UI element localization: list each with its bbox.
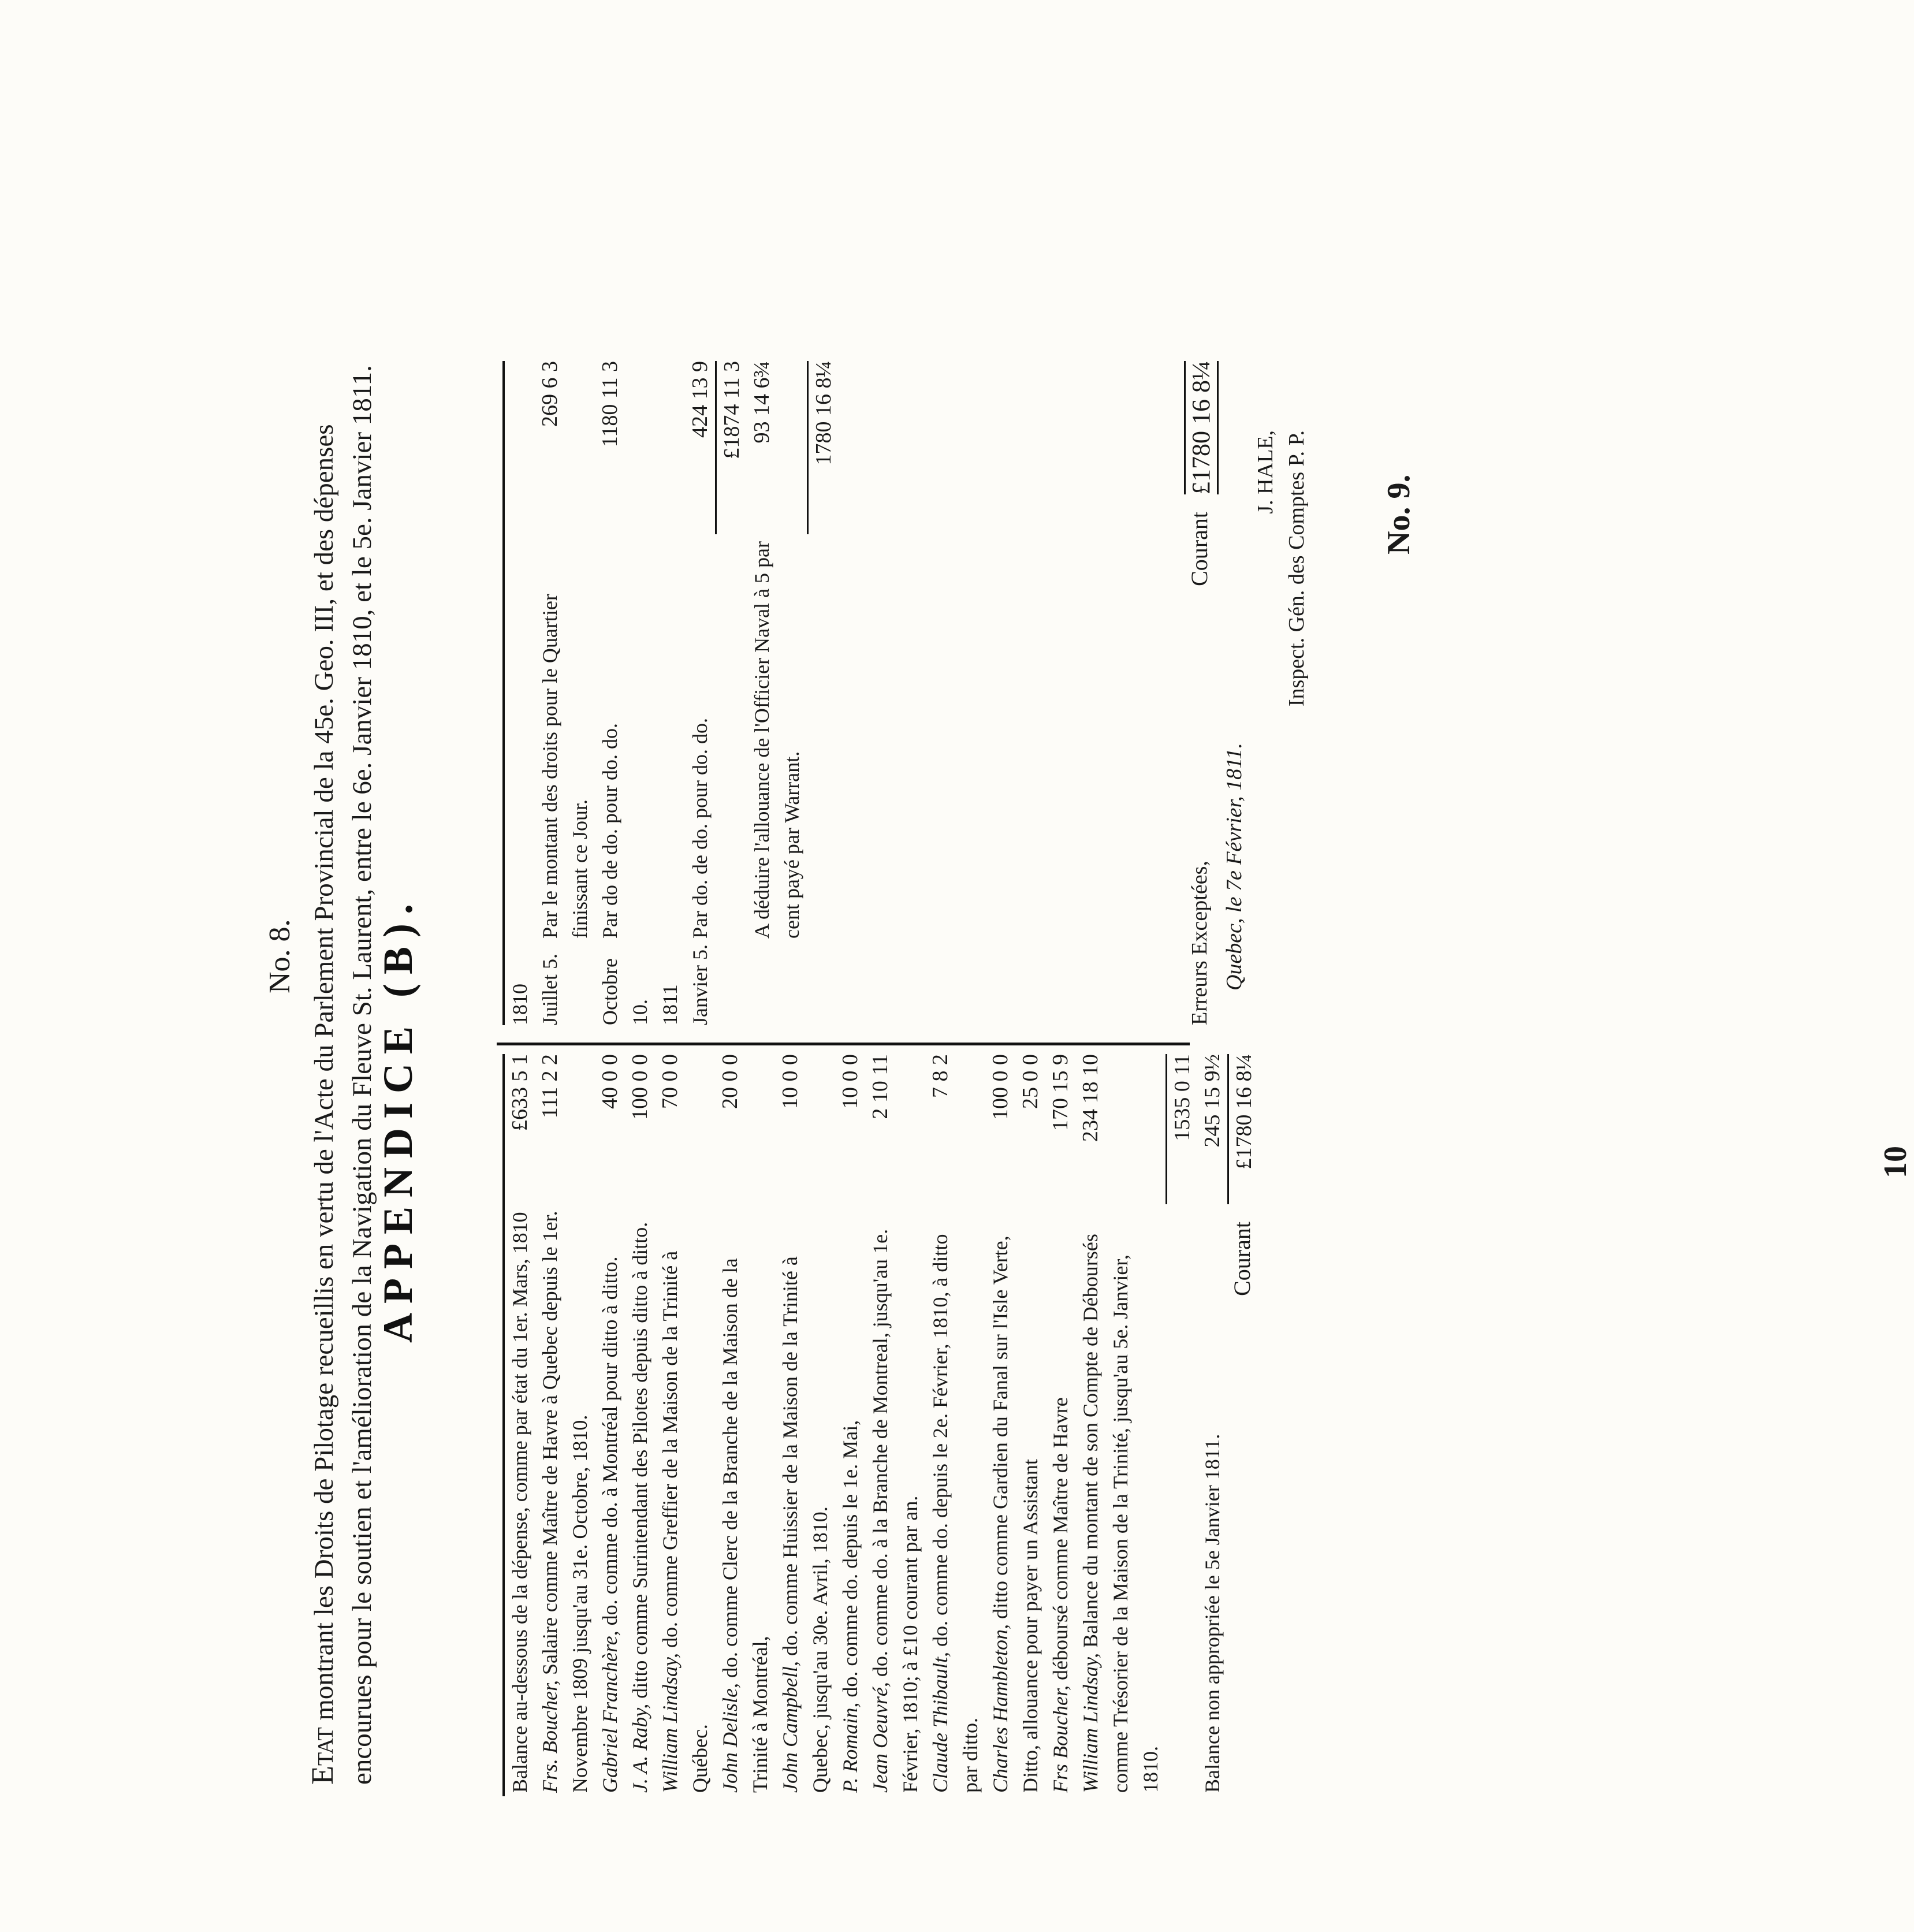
deduction-text: A déduire l'allouance de l'Officier Naval à 5 par cent payé par Warrant. — [750, 541, 803, 939]
credit-subtotal-row — [715, 361, 747, 1025]
credit-column — [502, 361, 1175, 1025]
debit-description — [535, 1204, 595, 1796]
debit-row — [1045, 1054, 1075, 1796]
debit-description — [775, 1204, 835, 1796]
courant-label-right: Courant — [1186, 512, 1212, 586]
debit-amount: 25 0 0 — [1018, 1054, 1042, 1109]
debit-amount: 234 18 10 — [1078, 1054, 1103, 1142]
debit-description — [655, 1204, 715, 1796]
debit-amount: 100 0 0 — [628, 1054, 652, 1120]
title-text: montrant les Droits de Pilotage recueillis en vertu de l'Acte du Parlement Provincial de la 45e. Geo. III, et des dépenses encourues pour le soutien et l'amélioration de la Navigation du Fleuve St. Laurent, entre le 6e. Janvier 1810, et le 5e. Janvier 1811. — [309, 365, 377, 1785]
payee-name: William Lindsay, — [658, 1652, 682, 1793]
balance-label: Balance non appropriée le 5e Janvier 1811. — [1201, 1434, 1224, 1793]
credit-amount: 269 6 3 — [538, 361, 562, 427]
debit-row — [985, 1054, 1015, 1796]
credit-date: Octobre 10. — [598, 958, 651, 1025]
credit-net-row — [807, 361, 839, 1025]
place-date: Quebec, le 7e Février, 1811. — [1222, 743, 1246, 991]
debit-subtotal-row — [1165, 1054, 1197, 1796]
next-statement-number: No. 9. — [1381, 474, 1417, 554]
signature: J. HALE, — [1253, 430, 1278, 514]
debit-amount: 100 0 0 — [988, 1054, 1012, 1120]
debit-amount: 70 0 0 — [658, 1054, 682, 1109]
balance-row — [1197, 1054, 1227, 1796]
debit-row — [715, 1054, 775, 1796]
credit-rows — [505, 361, 715, 1025]
credit-amount — [655, 361, 685, 534]
debit-text: ditto comme Gardien du Fanal sur l'Isle Verte, — [989, 1235, 1012, 1624]
payee-name: Frs Boucher, — [1049, 1685, 1072, 1793]
deduction-amount: 93 14 6¾ — [750, 361, 774, 444]
statement-title — [303, 341, 381, 1785]
credit-net: 1780 16 8¼ — [807, 361, 839, 534]
debit-text: Salaire comme Maître de Havre à Quebec depuis le 1er. Novembre 1809 jusqu'au 31e. Octobre, 1810. — [538, 1211, 591, 1793]
page-number: 10 — [1878, 1146, 1913, 1178]
debit-text: do. comme do. depuis le 1e. Mai, — [839, 1420, 862, 1703]
debit-amount: 10 0 0 — [838, 1054, 862, 1109]
debit-description — [865, 1204, 925, 1796]
debit-row — [835, 1054, 865, 1796]
debit-text: Balance au-dessous de la dépense, comme par état du 1er. Mars, 1810 — [508, 1212, 531, 1793]
debit-description — [625, 1204, 655, 1796]
debit-rows — [505, 1054, 1165, 1796]
debit-amount: 40 0 0 — [598, 1054, 622, 1109]
debit-description — [505, 1204, 535, 1796]
appendix-title: APPENDICE (B). — [375, 895, 421, 1343]
account-table — [502, 347, 1417, 1796]
debit-amount: 111 2 2 — [538, 1054, 562, 1119]
debit-row — [595, 1054, 625, 1796]
credit-amount: 1180 11 3 — [598, 361, 622, 448]
credit-row — [685, 361, 715, 1025]
debit-text: Balance du montant de son Compte de Déboursés comme Trésorier de la Maison de la Trinité, jusqu'au 5e. Janvier, 1810. — [1079, 1234, 1162, 1793]
title-first-word: Etat — [305, 1727, 340, 1785]
debit-amount: 170 15 9 — [1048, 1054, 1073, 1131]
debit-text: do. comme do. à Montréal pour ditto à ditto. — [598, 1256, 621, 1631]
debit-row — [865, 1054, 925, 1796]
debit-description — [595, 1204, 625, 1796]
credit-row — [505, 361, 535, 1025]
debit-total-row — [1227, 1054, 1259, 1796]
debit-text: do. comme do. depuis le 2e. Février, 1810, à ditto par ditto. — [929, 1234, 982, 1793]
debit-row — [505, 1054, 535, 1796]
debit-text: do. comme Greffier de la Maison de la Trinité à Québec. — [658, 1250, 712, 1793]
debit-text: ditto comme Surintendant des Pilotes depuis ditto à ditto. — [628, 1222, 651, 1704]
rotated-content — [231, 92, 1913, 1802]
credit-amount — [505, 361, 535, 534]
debit-description — [835, 1204, 865, 1796]
debit-total: £1780 16 8¼ — [1227, 1054, 1259, 1204]
debit-subtotal: 1535 0 11 — [1165, 1054, 1197, 1204]
footer-block — [1184, 361, 1312, 1025]
debit-row — [1075, 1054, 1165, 1796]
credit-description: Par le montant des droits pour le Quartier finissant ce Jour. — [538, 594, 591, 939]
debit-row — [775, 1054, 835, 1796]
payee-name: John Campbell, — [779, 1661, 802, 1793]
credit-row — [595, 361, 655, 1025]
credit-description — [505, 534, 535, 939]
column-divider — [497, 1043, 1190, 1045]
signature-title: Inspect. Gén. des Comptes P. P. — [1284, 430, 1309, 707]
debit-amount: 20 0 0 — [718, 1054, 742, 1109]
credit-description — [655, 534, 685, 939]
credit-subtotal: £1874 11 3 — [715, 361, 747, 534]
payee-name: William Lindsay, — [1079, 1652, 1102, 1793]
debit-amount: 2 10 11 — [868, 1054, 892, 1119]
credit-row — [655, 361, 685, 1025]
credit-date: 1810 — [508, 984, 531, 1025]
debit-row — [925, 1054, 985, 1796]
debit-text: do. comme do. à la Branche de Montreal, jusqu'au 1e. Février, 1810; à £10 courant par an. — [869, 1229, 922, 1793]
courant-label-left: Courant — [1229, 1222, 1255, 1296]
payee-name: Claude Thibault, — [929, 1651, 952, 1793]
statement-number: No. 8. — [263, 919, 296, 993]
debit-description — [1075, 1204, 1165, 1796]
payee-name: Charles Hambleton, — [989, 1624, 1012, 1793]
credit-description: Par do de do. pour do. do. — [598, 723, 621, 939]
debit-row — [625, 1054, 655, 1796]
debit-text: Ditto, allouance pour payer un Assistant — [1019, 1459, 1042, 1793]
debit-description — [1045, 1204, 1075, 1796]
debit-amount: £633 5 1 — [508, 1054, 532, 1131]
errors-text: Erreurs Exceptées, — [1187, 861, 1212, 1025]
payee-name: J. A. Raby, — [628, 1703, 651, 1793]
payee-name: John Delisle, — [718, 1683, 742, 1793]
credit-total: £1780 16 8¼ — [1184, 361, 1219, 494]
payee-name: P. Romain, — [839, 1702, 862, 1793]
payee-name: Frs. Boucher, — [538, 1680, 561, 1793]
debit-description — [715, 1204, 775, 1796]
credit-date: 1811 — [658, 984, 682, 1025]
deduction-row — [747, 361, 807, 1025]
balance-amount: 245 15 9½ — [1200, 1054, 1224, 1148]
credit-amount: 424 13 9 — [688, 361, 712, 438]
debit-text: do. comme Clerc de la Branche de la Maison de la Trinité à Montréal, — [718, 1258, 772, 1793]
debit-row — [1015, 1054, 1045, 1796]
debit-description — [985, 1204, 1015, 1796]
credit-row — [535, 361, 595, 1025]
debit-text: déboursé comme Maître de Havre — [1049, 1397, 1072, 1686]
payee-name: Jean Oeuvré, — [869, 1682, 892, 1793]
payee-name: Gabriel Franchère, — [598, 1631, 621, 1793]
credit-date: Juillet 5. — [538, 954, 561, 1025]
credit-total-row — [1184, 361, 1219, 1025]
debit-description — [925, 1204, 985, 1796]
credit-description: Par do. de do. pour do. do. — [688, 718, 712, 939]
debit-amount: 7 8 2 — [928, 1054, 952, 1098]
credit-date: Janvier 5. — [688, 944, 712, 1025]
debit-amount: 10 0 0 — [778, 1054, 802, 1109]
debit-column — [502, 1054, 1256, 1796]
debit-row — [655, 1054, 715, 1796]
debit-description — [1015, 1204, 1045, 1796]
debit-text: do. comme Huissier de la Maison de la Trinité à Quebec, jusqu'au 30e. Avril, 1810. — [779, 1256, 832, 1793]
debit-row — [535, 1054, 595, 1796]
